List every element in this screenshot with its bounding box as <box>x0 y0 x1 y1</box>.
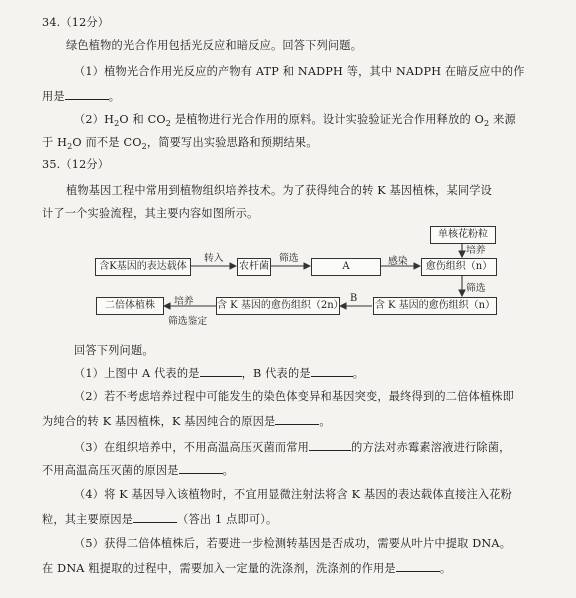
q35-header: 35.（12分） <box>42 158 110 171</box>
text-h2o: （2）H <box>74 113 115 126</box>
period: 。 <box>319 415 331 428</box>
subscript: 2 <box>67 142 73 152</box>
q34-header: 34.（12分） <box>42 16 110 29</box>
sub3-text-c: 不用高温高压灭菌的原因是 <box>42 464 179 477</box>
label-screen-2: 筛选 <box>466 283 486 294</box>
label-screen-identify: 筛选鉴定 <box>168 316 208 327</box>
q35-sub5-line2 <box>42 560 451 577</box>
box-agrobacterium: 农杆菌 <box>237 258 271 276</box>
sub4-text-a: 粒，其主要原因是 <box>42 513 134 526</box>
answer-blank[interactable] <box>396 560 440 572</box>
q35-intro-line1: 植物基因工程中常用到植物组织培养技术。为了获得纯合的转 K 基因植株，某同学设 <box>66 184 493 197</box>
q35-sub4-line1: （4）将 K 基因导入该植物时，不宜用显微注射法将含 K 基因的表达载体直接注入花粉 <box>74 488 513 501</box>
period: 。 <box>222 464 235 477</box>
q35-sub1 <box>74 365 364 382</box>
answer-blank-a[interactable] <box>200 365 242 377</box>
q34-part1-line1: （1）植物光合作用光反应的产物有 ATP 和 NADPH 等，其中 NADPH 在暗反应中的作 <box>74 65 525 78</box>
label-screen-1: 筛选 <box>279 253 299 264</box>
sub4-text-b: （答出 1 点即可）。 <box>177 513 278 526</box>
q35-sub2-line1: （2）若不考虑培养过程中可能发生的染色体变异和基因突变，最终得到的二倍体植株即 <box>74 390 515 403</box>
answer-blank[interactable] <box>309 439 351 451</box>
label-infect: 感染 <box>388 256 408 267</box>
sub5-text: 在 DNA 粗提取的过程中，需要加入一定量的洗涤剂，洗涤剂的作用是 <box>42 562 396 575</box>
box-k-callus-n: 含 K 基因的愈伤组织（n） <box>373 297 497 315</box>
subscript: 2 <box>114 119 120 129</box>
box-a: A <box>311 258 381 276</box>
q35-sub3-line2 <box>42 462 234 479</box>
text-source: 来源 <box>489 113 516 126</box>
q35-sub2-line2 <box>42 413 331 430</box>
text-co2: O 和 CO <box>119 113 166 126</box>
label-b: B <box>350 293 358 304</box>
box-callus-n: 愈伤组织（n） <box>421 258 497 276</box>
box-diploid-plant: 二倍体植株 <box>96 297 164 315</box>
text-h2o: 于 H <box>42 136 68 149</box>
q35-sub3-line1 <box>74 439 511 456</box>
box-k-callus-2n: 含 K 基因的愈伤组织（2n） <box>216 297 340 315</box>
label-culture-1: 培养 <box>466 245 486 256</box>
q35-answer-intro: 回答下列问题。 <box>74 344 154 357</box>
label-culture-2: 培养 <box>174 296 194 307</box>
box-expression-vector: 含K基因的表达载体 <box>95 258 191 276</box>
text-instruction: ，简要写出实验思路和预期结果。 <box>146 136 318 149</box>
q34-intro: 绿色植物的光合作用包括光反应和暗反应。回答下列问题。 <box>66 39 363 52</box>
period: 。 <box>439 562 452 575</box>
subscript: 2 <box>165 119 172 129</box>
sub1-text-a: （1）上图中 A 代表的是 <box>74 367 200 380</box>
q35-sub5-line1: （5）获得二倍体植株后，若要进一步检测转基因是否成功，需要从叶片中提取 DNA。 <box>74 537 512 550</box>
sub3-text-a: （3）在组织培养中，不用高温高压灭菌而常用 <box>74 441 310 454</box>
period: 。 <box>108 90 121 103</box>
label-transfer: 转入 <box>204 253 224 264</box>
box-pollen: 单核花粉粒 <box>430 226 496 244</box>
answer-blank[interactable] <box>179 462 223 474</box>
answer-blank-b[interactable] <box>311 365 353 377</box>
text-o2: 是植物进行光合作用的原料。设计实验验证光合作用释放的 O <box>171 113 485 126</box>
text-co2: O 而不是 CO <box>72 136 142 149</box>
q34-part1-text: 用是 <box>42 90 65 103</box>
subscript: 2 <box>141 142 147 152</box>
q35-sub4-line2 <box>42 511 277 528</box>
sub1-text-b: ，B 代表的是 <box>241 367 311 380</box>
answer-blank[interactable] <box>133 511 177 523</box>
sub2-text: 为纯合的转 K 基因植株，K 基因纯合的原因是 <box>42 415 276 428</box>
answer-blank[interactable] <box>275 413 319 425</box>
period: 。 <box>352 367 365 380</box>
subscript: 2 <box>484 119 490 129</box>
sub3-text-b: 的方法对赤霉素溶液进行除菌， <box>351 441 511 454</box>
q35-intro-line2: 计了一个实验流程，其主要内容如图所示。 <box>42 207 259 220</box>
